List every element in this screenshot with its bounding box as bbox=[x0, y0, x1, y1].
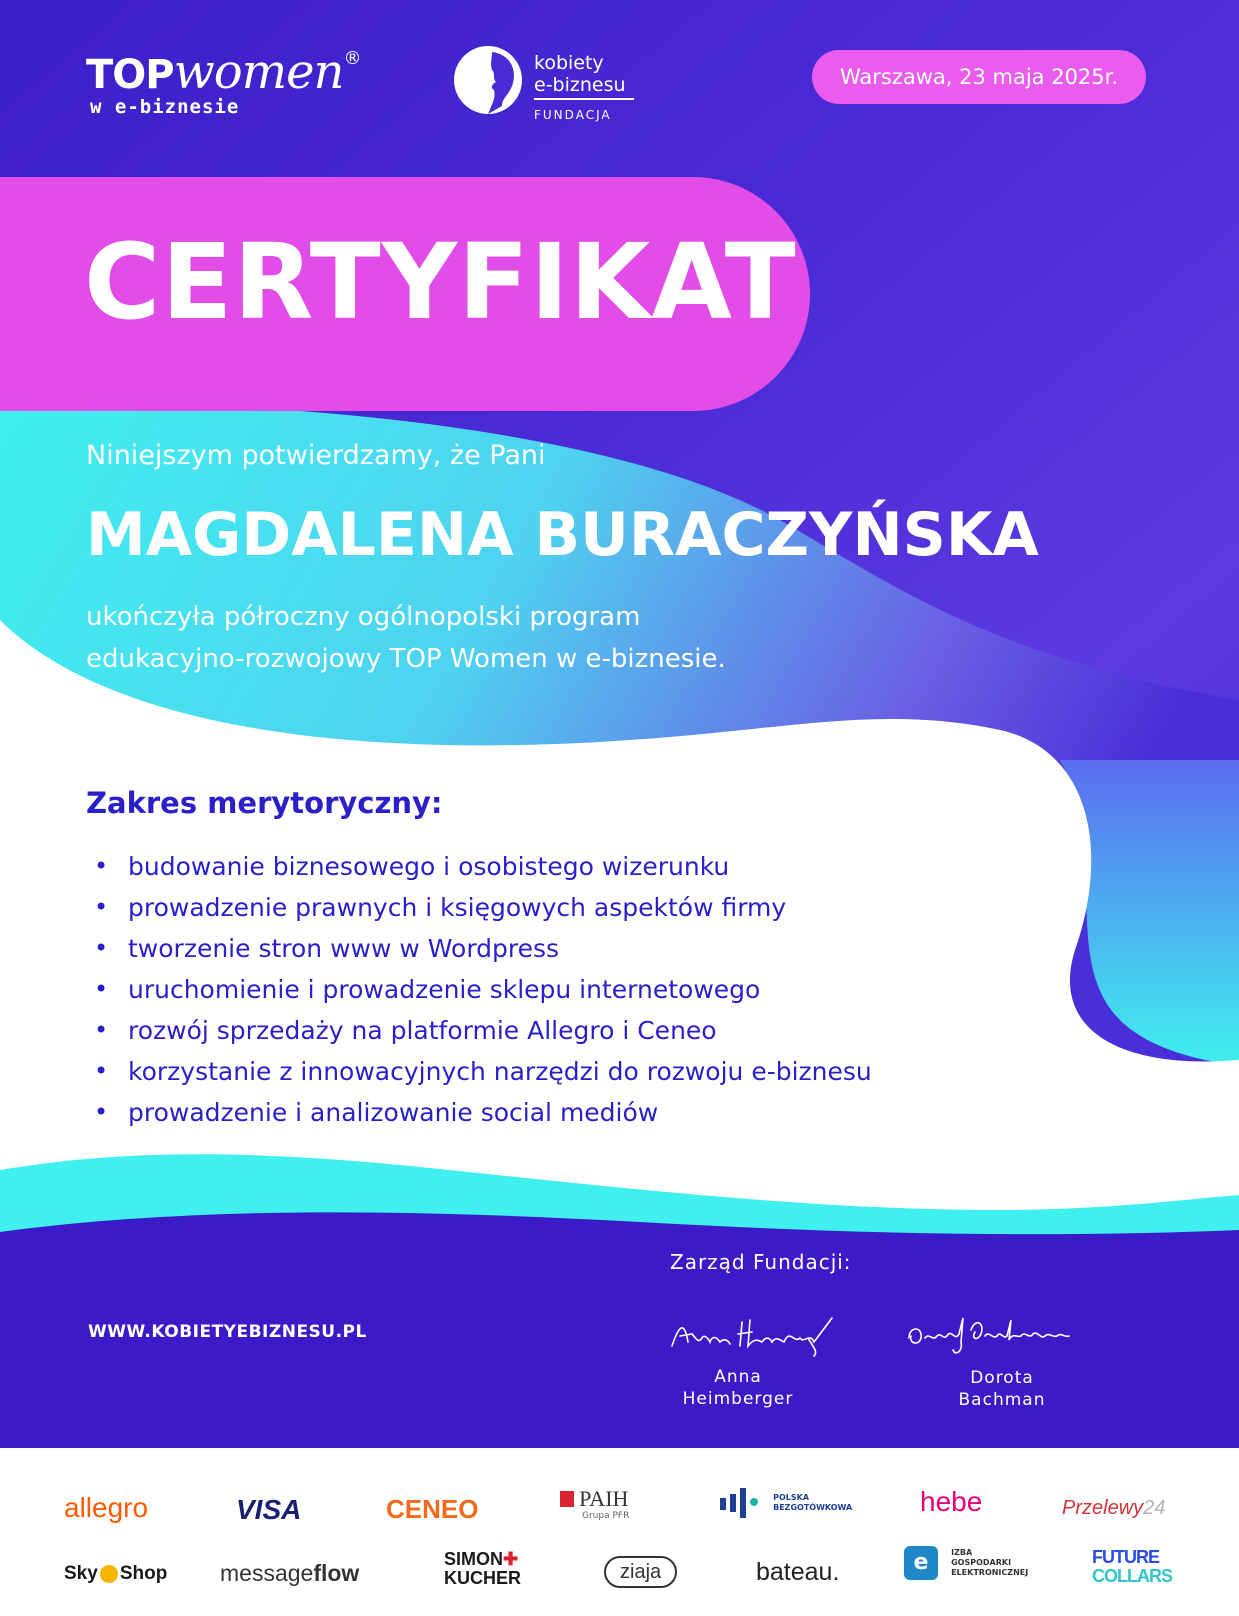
foundation-line-3: FUNDACJA bbox=[534, 108, 612, 122]
sponsor-messageflow bbox=[220, 1562, 359, 1585]
program-description bbox=[86, 596, 726, 680]
website-url: WWW.KOBIETYEBIZNESU.PL bbox=[88, 1322, 367, 1342]
messageflow-text-2: flow bbox=[313, 1560, 360, 1586]
logo-women-text: women bbox=[173, 44, 344, 100]
przelewy-text: Przelewy bbox=[1062, 1497, 1144, 1519]
sponsor-przelewy24 bbox=[1062, 1498, 1165, 1518]
paih-text: PAIH bbox=[579, 1486, 629, 1511]
przelewy-number: 24 bbox=[1143, 1497, 1166, 1519]
scope-list bbox=[92, 846, 872, 1133]
sponsor-future-collars bbox=[1092, 1548, 1172, 1586]
foundation-logo-text bbox=[534, 52, 634, 126]
izba-line-3: ELEKTRONICZNEJ bbox=[951, 1568, 1029, 1577]
intro-text: Niniejszym potwierdzamy, że Pani bbox=[86, 440, 546, 471]
izba-e-icon: e bbox=[904, 1546, 938, 1580]
bezgotowkowa-bars-icon bbox=[720, 1488, 760, 1518]
sponsor-skyshop bbox=[64, 1564, 167, 1583]
simon-text: SIMON bbox=[444, 1549, 504, 1569]
sponsor-visa: VISA bbox=[236, 1494, 302, 1525]
signer-dorota bbox=[902, 1367, 1102, 1411]
sponsor-polska-bezgotowkowa bbox=[720, 1488, 852, 1518]
collars-text: COLLARS bbox=[1092, 1566, 1172, 1586]
sponsor-izba-gospodarki bbox=[904, 1546, 1028, 1580]
sponsor-ziaja: ziaja bbox=[604, 1556, 677, 1588]
izba-line-2: GOSPODARKI bbox=[951, 1558, 1012, 1567]
scope-item: • korzystanie z innowacyjnych narzędzi do rozwoju e-biznesu bbox=[92, 1051, 872, 1092]
sponsor-strip bbox=[0, 1448, 1239, 1616]
scope-item: • tworzenie stron www w Wordpress bbox=[92, 928, 872, 969]
foundation-line-2: e-biznesu bbox=[534, 74, 634, 100]
logo-subtitle: w e-biznesie bbox=[90, 96, 240, 118]
signer-last-name: Bachman bbox=[958, 1390, 1046, 1410]
sponsor-paih bbox=[560, 1488, 650, 1521]
izba-line-1: IZBA bbox=[951, 1548, 973, 1557]
woman-profile-icon bbox=[452, 44, 524, 116]
scope-item: • uruchomienie i prowadzenie sklepu internetowego bbox=[92, 969, 872, 1010]
recipient-name: MAGDALENA BURACZYŃSKA bbox=[86, 500, 1039, 570]
scope-item: • prowadzenie i analizowanie social mediów bbox=[92, 1092, 872, 1133]
signature-anna-heimberger bbox=[668, 1308, 838, 1358]
signer-anna bbox=[638, 1366, 838, 1410]
paih-mark-icon bbox=[560, 1491, 574, 1507]
scope-item: • budowanie biznesowego i osobistego wizerunku bbox=[92, 846, 872, 887]
sponsor-bateau: bateau. bbox=[756, 1558, 840, 1586]
kucher-text: KUCHER bbox=[444, 1568, 522, 1588]
date-badge: Warszawa, 23 maja 2025r. bbox=[812, 50, 1146, 104]
scope-item: • rozwój sprzedaży na platformie Allegro i Ceneo bbox=[92, 1010, 872, 1051]
sponsor-simon-kucher: SIMON✚ KUCHER bbox=[444, 1549, 522, 1588]
paih-sub-text: Grupa PFR bbox=[582, 1511, 630, 1521]
messageflow-text-1: message bbox=[220, 1560, 314, 1586]
foundation-line-1: kobiety bbox=[534, 52, 604, 74]
bezgotowkowa-line-2: BEZGOTÓWKOWA bbox=[773, 1503, 853, 1512]
certificate-title: CERTYFIKAT bbox=[84, 221, 797, 343]
future-text: FUTURE bbox=[1092, 1547, 1159, 1567]
top-women-logo bbox=[86, 44, 361, 100]
skyshop-text-2: Shop bbox=[119, 1563, 168, 1584]
description-line-2: edukacyjno-rozwojowy TOP Women w e-biznesie. bbox=[86, 644, 726, 674]
skyshop-text-1: Sky bbox=[64, 1563, 98, 1584]
sponsor-allegro: allegro bbox=[64, 1492, 149, 1523]
scope-item: • prowadzenie prawnych i księgowych aspektów firmy bbox=[92, 887, 872, 928]
description-line-1: ukończyła półroczny ogólnopolski program bbox=[86, 602, 641, 632]
sponsor-ceneo: CENEO bbox=[386, 1494, 479, 1524]
signer-first-name: Dorota bbox=[970, 1368, 1034, 1388]
bezgotowkowa-line-1: POLSKA bbox=[773, 1493, 810, 1502]
signer-first-name: Anna bbox=[714, 1367, 762, 1387]
signature-dorota-bachman bbox=[905, 1308, 1085, 1358]
signer-last-name: Heimberger bbox=[682, 1389, 794, 1409]
scope-title: Zakres merytoryczny: bbox=[86, 786, 443, 820]
board-label: Zarząd Fundacji: bbox=[670, 1250, 852, 1274]
sponsor-hebe: hebe bbox=[920, 1486, 983, 1517]
skyshop-smile-icon bbox=[100, 1565, 118, 1583]
registered-mark: ® bbox=[343, 48, 362, 69]
logo-top-text: TOP bbox=[86, 52, 174, 98]
